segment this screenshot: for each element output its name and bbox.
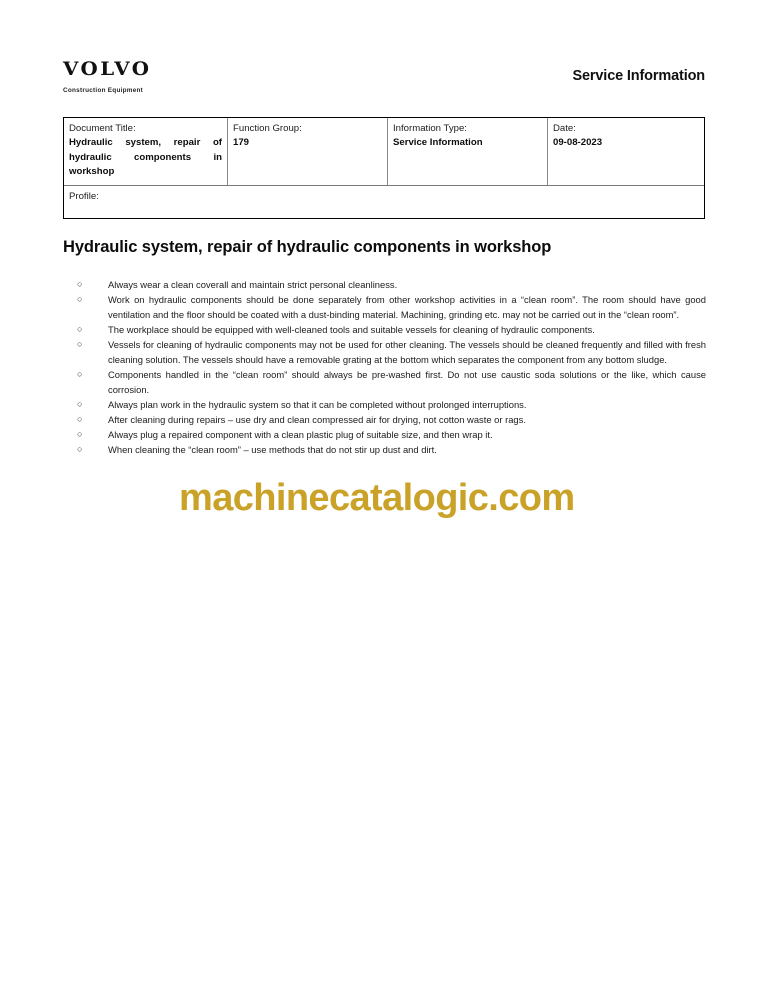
list-item-text: When cleaning the “clean room” – use methods that do not stir up dust and dirt. (108, 444, 437, 455)
instruction-list (63, 277, 706, 457)
header-title: Service Information (572, 68, 705, 84)
list-item-text: Always plug a repaired component with a clean plastic plug of suitable size, and then wrap it. (108, 429, 493, 440)
list-item-text: Vessels for cleaning of hydraulic components may not be used for other cleaning. The vessels should be cleaned frequently and filled with fresh cleaning solution. The vessels should have a removable grating at the bottom which separates the component from any bottom sludge. (108, 339, 706, 365)
volvo-subtitle: Construction Equipment (63, 87, 144, 94)
info-table-row-primary (64, 118, 704, 185)
list-item (63, 442, 706, 457)
bullet-circle-icon: ○ (77, 279, 83, 289)
cell-date (547, 118, 703, 185)
page-header (63, 58, 705, 106)
list-item-text: Work on hydraulic components should be done separately from other workshop activities in a “clean room”. The room should have good ventilation and the floor should be coated with a dust-binding material. Machining, grinding etc. may not be carried out in the “clean room”. (108, 294, 706, 320)
list-item-text: Always plan work in the hydraulic system so that it can be completed without prolonged interruptions. (108, 399, 527, 410)
cell-function-group (227, 118, 387, 185)
list-item (63, 412, 706, 427)
document-info-table (63, 117, 705, 219)
list-item-text: The workplace should be equipped with well-cleaned tools and suitable vessels for cleaning of hydraulic components. (108, 324, 595, 335)
value-document-title: Hydraulic system, repair of hydraulic components in workshop (69, 137, 222, 177)
bullet-circle-icon: ○ (77, 339, 83, 349)
list-item (63, 337, 706, 367)
bullet-circle-icon: ○ (77, 369, 83, 379)
label-information-type: Information Type: (393, 123, 467, 134)
cell-information-type (387, 118, 547, 185)
bullet-circle-icon: ○ (77, 399, 83, 409)
list-item (63, 322, 706, 337)
site-watermark: machinecatalogic.com (179, 477, 575, 519)
page-title: Hydraulic system, repair of hydraulic components in workshop (63, 238, 552, 256)
list-item (63, 367, 706, 397)
value-function-group: 179 (233, 137, 250, 148)
list-item-text: After cleaning during repairs – use dry and clean compressed air for drying, not cotton waste or rags. (108, 414, 526, 425)
volvo-logo (63, 58, 152, 94)
list-item (63, 277, 706, 292)
bullet-circle-icon: ○ (77, 294, 83, 304)
value-date: 09-08-2023 (553, 137, 603, 148)
list-item-text: Always wear a clean coverall and maintain strict personal cleanliness. (108, 279, 398, 290)
list-item-text: Components handled in the “clean room” should always be pre-washed first. Do not use caustic soda solutions or the like, which cause corrosion. (108, 369, 706, 395)
info-table-row-profile (64, 185, 704, 218)
volvo-wordmark: VOLVO (63, 58, 152, 80)
list-item (63, 292, 706, 322)
list-item (63, 397, 706, 412)
cell-profile (64, 186, 704, 218)
bullet-circle-icon: ○ (77, 444, 83, 454)
label-profile: Profile: (69, 190, 99, 202)
value-information-type: Service Information (393, 137, 483, 148)
label-date: Date: (553, 123, 576, 134)
bullet-circle-icon: ○ (77, 429, 83, 439)
label-document-title: Document Title: (69, 123, 136, 134)
label-function-group: Function Group: (233, 123, 302, 134)
list-item (63, 427, 706, 442)
cell-document-title (64, 118, 227, 185)
bullet-circle-icon: ○ (77, 324, 83, 334)
bullet-circle-icon: ○ (77, 414, 83, 424)
